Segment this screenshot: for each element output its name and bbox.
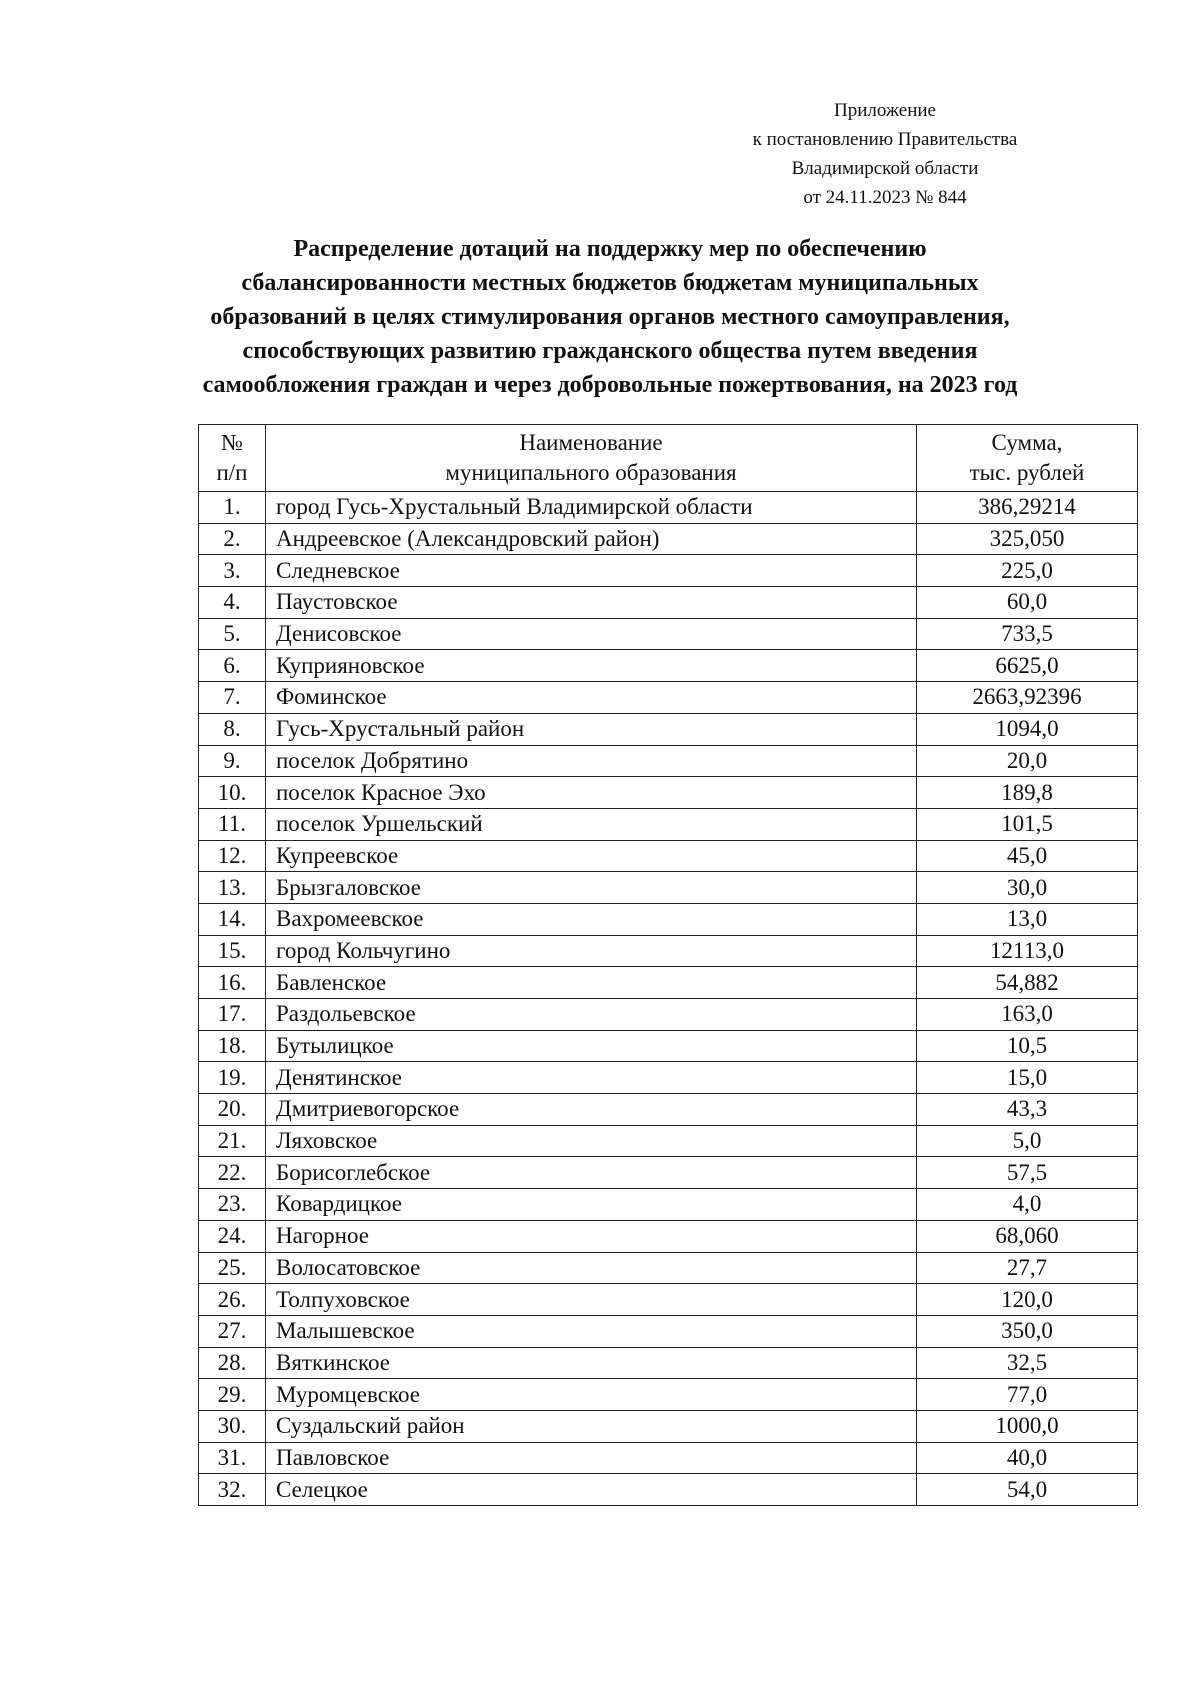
row-number: 11. [199,808,266,840]
document-title [150,232,1070,402]
municipality-name: Бавленское [266,967,917,999]
table-row [199,492,1138,524]
row-number: 3. [199,555,266,587]
subsidy-amount: 45,0 [917,840,1138,872]
subsidy-amount: 57,5 [917,1157,1138,1189]
municipality-name: Дмитриевогорское [266,1094,917,1126]
municipality-name: Брызгаловское [266,872,917,904]
subsidy-amount: 350,0 [917,1315,1138,1347]
table-row [199,1252,1138,1284]
row-number: 13. [199,872,266,904]
municipality-name: город Кольчугино [266,935,917,967]
subsidy-amount: 40,0 [917,1442,1138,1474]
subsidy-amount: 163,0 [917,999,1138,1031]
header-name-line: муниципального образования [445,460,737,485]
municipality-name: Толпуховское [266,1284,917,1316]
municipality-name: Павловское [266,1442,917,1474]
table-row [199,999,1138,1031]
table-row [199,682,1138,714]
table-header-row [199,425,1138,492]
subsidy-amount: 13,0 [917,903,1138,935]
title-line: самообложения граждан и через добровольные пожертвования, на 2023 год [202,372,1018,398]
row-number: 22. [199,1157,266,1189]
subsidy-amount: 54,882 [917,967,1138,999]
municipality-name: Вахромеевское [266,903,917,935]
header-number-line: п/п [216,460,248,485]
subsidy-amount: 10,5 [917,1030,1138,1062]
subsidy-amount: 386,29214 [917,492,1138,524]
municipality-name: поселок Уршельский [266,808,917,840]
municipality-name: Куприяновское [266,650,917,682]
table-row [199,872,1138,904]
table-row [199,1094,1138,1126]
table-row [199,1030,1138,1062]
table-row [199,1157,1138,1189]
row-number: 16. [199,967,266,999]
municipality-name: Бутылицкое [266,1030,917,1062]
header-sum [917,425,1138,492]
municipality-name: Купреевское [266,840,917,872]
table-row [199,1284,1138,1316]
header-name-line: Наименование [519,430,663,455]
subsidy-amount: 68,060 [917,1220,1138,1252]
table-row [199,1125,1138,1157]
row-number: 25. [199,1252,266,1284]
row-number: 9. [199,745,266,777]
municipality-name: Нагорное [266,1220,917,1252]
row-number: 23. [199,1189,266,1221]
table-row [199,650,1138,682]
subsidy-amount: 325,050 [917,523,1138,555]
municipality-name: Денятинское [266,1062,917,1094]
municipality-name: Следневское [266,555,917,587]
row-number: 17. [199,999,266,1031]
table-row [199,713,1138,745]
row-number: 26. [199,1284,266,1316]
row-number: 30. [199,1410,266,1442]
subsidy-amount: 54,0 [917,1474,1138,1506]
row-number: 6. [199,650,266,682]
row-number: 19. [199,1062,266,1094]
subsidy-amount: 2663,92396 [917,682,1138,714]
municipality-name: Селецкое [266,1474,917,1506]
subsidy-amount: 1000,0 [917,1410,1138,1442]
table-row [199,523,1138,555]
row-number: 1. [199,492,266,524]
annex-reference: к постановлению Правительства [752,129,1018,150]
row-number: 21. [199,1125,266,1157]
row-number: 10. [199,777,266,809]
table-row [199,587,1138,619]
row-number: 4. [199,587,266,619]
subsidy-amount: 101,5 [917,808,1138,840]
municipality-name: Фоминское [266,682,917,714]
table-row [199,777,1138,809]
municipality-name: Гусь-Хрустальный район [266,713,917,745]
municipality-name: Ковардицкое [266,1189,917,1221]
row-number: 27. [199,1315,266,1347]
table-row [199,555,1138,587]
table-row [199,1220,1138,1252]
subsidy-amount: 189,8 [917,777,1138,809]
row-number: 5. [199,618,266,650]
header-sum-line: Сумма, [991,430,1063,455]
subsidy-amount: 1094,0 [917,713,1138,745]
table-row [199,967,1138,999]
municipality-name: Паустовское [266,587,917,619]
table-row [199,1379,1138,1411]
row-number: 29. [199,1379,266,1411]
table-row [199,935,1138,967]
annex-title: Приложение [834,100,936,121]
municipality-name: Ляховское [266,1125,917,1157]
municipality-name: Вяткинское [266,1347,917,1379]
row-number: 28. [199,1347,266,1379]
header-name [266,425,917,492]
header-sum-line: тыс. рублей [969,460,1085,485]
municipality-name: Муромцевское [266,1379,917,1411]
table-row [199,1315,1138,1347]
row-number: 20. [199,1094,266,1126]
title-line: сбалансированности местных бюджетов бюджетам муниципальных [241,270,979,296]
header-number-line: № [221,430,243,455]
row-number: 7. [199,682,266,714]
table-row [199,808,1138,840]
municipality-name: поселок Красное Эхо [266,777,917,809]
municipality-name: город Гусь-Хрустальный Владимирской области [266,492,917,524]
municipality-name: Волосатовское [266,1252,917,1284]
table-row [199,840,1138,872]
subsidy-amount: 5,0 [917,1125,1138,1157]
table-row [199,1062,1138,1094]
row-number: 8. [199,713,266,745]
subsidy-amount: 20,0 [917,745,1138,777]
title-line: способствующих развитию гражданского общества путем введения [242,338,978,364]
subsidy-amount: 4,0 [917,1189,1138,1221]
header-number [199,425,266,492]
annex-date-number: от 24.11.2023 № 844 [803,187,967,208]
municipality-name: Малышевское [266,1315,917,1347]
subsidy-amount: 43,3 [917,1094,1138,1126]
table-row [199,1474,1138,1506]
subsidy-amount: 60,0 [917,587,1138,619]
table-row [199,1347,1138,1379]
table-row [199,745,1138,777]
subsidy-amount: 120,0 [917,1284,1138,1316]
annex-block [700,96,1070,212]
subsidy-amount: 77,0 [917,1379,1138,1411]
municipality-name: Суздальский район [266,1410,917,1442]
row-number: 15. [199,935,266,967]
row-number: 24. [199,1220,266,1252]
subsidy-amount: 733,5 [917,618,1138,650]
subsidy-amount: 27,7 [917,1252,1138,1284]
subsidy-amount: 225,0 [917,555,1138,587]
subsidy-amount: 30,0 [917,872,1138,904]
row-number: 18. [199,1030,266,1062]
annex-region: Владимирской области [791,158,979,179]
municipality-name: Андреевское (Александровский район) [266,523,917,555]
table-row [199,903,1138,935]
subsidy-amount: 12113,0 [917,935,1138,967]
row-number: 2. [199,523,266,555]
row-number: 31. [199,1442,266,1474]
municipality-name: Денисовское [266,618,917,650]
subsidy-amount: 15,0 [917,1062,1138,1094]
subsidy-table [198,424,1138,1506]
municipality-name: Раздольевское [266,999,917,1031]
row-number: 14. [199,903,266,935]
table-row [199,1442,1138,1474]
subsidy-amount: 32,5 [917,1347,1138,1379]
row-number: 12. [199,840,266,872]
municipality-name: Борисоглебское [266,1157,917,1189]
table-body [199,492,1138,1506]
table-row [199,618,1138,650]
subsidy-amount: 6625,0 [917,650,1138,682]
municipality-name: поселок Добрятино [266,745,917,777]
table-row [199,1410,1138,1442]
row-number: 32. [199,1474,266,1506]
title-line: образований в целях стимулирования органов местного самоуправления, [210,304,1010,330]
title-line: Распределение дотаций на поддержку мер по обеспечению [293,236,927,262]
table-row [199,1189,1138,1221]
